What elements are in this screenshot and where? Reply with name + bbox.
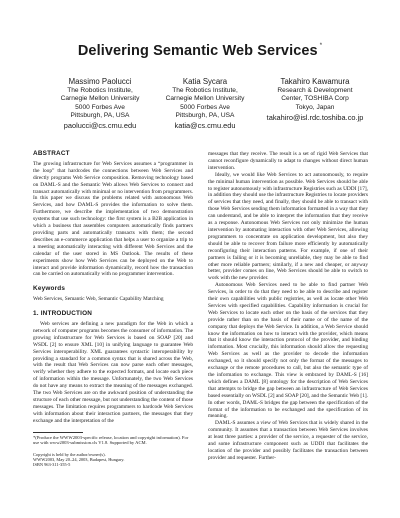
body-paragraph: Autonomous Web Services need to be able to find partner Web Services, in order to do that they need to be able to describe and register their own capabilities with public registries, as well as locate other Web Services with specified capabilities. Capability information is crucial for Web Services to locate each other on the basis of the services that they provide rather than on the basis of their name or of the name of the company that deploys the Web Service. In addition, a Web Service should know the information on how to interact with the provider, which means that it should know the interaction protocol of the provider, and binding information. Most crucially, this information should allow the requesting Web Services as well as the provider to decode the information exchanged, so it should specify not only the format of the messages to exchange or the remote procedures to call, but also the semantic type of the information to exchange. This view is embraced by DAML-S [16] which defines a DAML [8] ontology for the description of Web Services that attempts to bridge the gap between an infrastructure of Web Services based essentially on WSDL [2] and SOAP [20], and the Semantic Web [1]. In other words, DAML-S bridges the gap between the specification of the format of the information to be exchanged and the specification of its meaning. [208, 282, 368, 420]
author-email: paolucci@cs.cmu.edu [63, 121, 137, 131]
author-affiliation-line: 5000 Forbes Ave [180, 103, 230, 111]
body-paragraph: DAML-S assumes a view of Web Services that is widely shared in the community. It assumes that a transaction between Web Services involves at least three parties: a provider of the service, a requester of the service, and some infrastructure component such as UDDI that facilitates the location of the provider and possibly facilitates the transaction between provider and requester. Further- [208, 420, 368, 461]
author-affiliation-line: Research & Development [277, 87, 353, 94]
abstract-heading: ABSTRACT [33, 150, 70, 157]
introduction-heading: 1. INTRODUCTION [33, 310, 93, 318]
keywords-text: Web Services, Semantic Web, Semantic Capability Matching [33, 296, 164, 303]
author-affiliation-line: The Robotics Institute, [172, 87, 238, 94]
author-email: katia@cs.cmu.edu [174, 121, 236, 131]
author-affiliation-line: Pittsburgh, PA, USA [70, 111, 130, 119]
right-column [208, 151, 368, 462]
author-name: Takahiro Kawamura [280, 77, 350, 86]
body-paragraph: Ideally, we would like Web Services to act autonomously, to require the minimal human intervention as possible. Web Services should be able to register autonomously with infrastructure Registries such as UDDI [17], in addition they should use the infrastructure Registries to locate providers of services that they need, and finally, they should be able to transact with those Web Services sending them information formatted in a way that they can understand, and be able to interpret the information that they receive as a response. Autonomous Web Services not only minimize the human intervention by automating interaction with other Web Services, allowing programmers to concentrate on application development, but also they should be able to recover from failure more efficiently by automatically reconfiguring their interaction patterns. For example, if one of their partners is failing or it is becoming unreliable, they may be able to find other more reliable partners; similarly, if a new and cheaper, or anyway better, provider comes on line, Web Services should be able to switch to work with the new provider. [208, 171, 368, 282]
author-name: Katia Sycara [182, 77, 228, 86]
author-affiliation-line: Pittsburgh, PA, USA [175, 111, 235, 119]
left-column [33, 151, 193, 468]
title-footnote-mark: * [319, 43, 323, 49]
title-text: Delivering Semantic Web Services [77, 43, 318, 59]
author-affiliation-line: Center, TOSHIBA Corp [281, 95, 349, 103]
author-affiliation-line: Carnegie Mellon University [165, 95, 245, 103]
author-affiliation-line: 5000 Forbes Ave [75, 103, 125, 111]
footnote-text: *(Produce the WWW2003-specific release, location and copyright information). For use with www2003-submission.cls V1.8. Supported by ACM. [33, 434, 189, 446]
copyright-notice: Copyright is held by the author/owner(s). WWW2003, May 20–24, 2003, Budapest, Hungary. ISBN 963-311-355-5 [33, 452, 125, 468]
author-block-1 [38, 77, 162, 131]
author-affiliation-line: The Robotics Institute, [67, 87, 133, 94]
keywords-heading: Keywords [33, 285, 66, 293]
author-name: Massimo Paolucci [68, 77, 132, 86]
author-email: takahiro@isl.rdc.toshiba.co.jp [266, 112, 364, 122]
author-block-2 [145, 77, 265, 131]
body-paragraph: messages that they receive. The result is a set of rigid Web Services that cannot reconfigure dynamically to adapt to changes without direct human intervention. [208, 151, 368, 171]
footnote-rule [33, 432, 83, 433]
author-affiliation-line: Tokyo, Japan [295, 103, 335, 111]
paper-title [0, 43, 400, 59]
introduction-paragraph: Web services are defining a new paradigm for the Web in which a network of computer programs becomes the consumer of information. The growing infrastructure for Web Services is based on SOAP [20] and WSDL [2] to ensure XML [10] in unifying language to guarantee Web Services interoperability. XML guarantees syntactic interoperability by providing a standard for a common syntax that is shared across the Web, with the result that Web Services can now parse each other messages, verify whether they adhere to the expected formats, and locate each piece of information within the message. Unfortunately, the two Web Services do not have any means to extract the meaning of the messages exchanged. The two Web Services are on the awkward position of understanding the structure of each other message, but not understanding the content of those messages. The limitation requires programmers to hardcode Web Services with information about their interaction partners, the messages that they exchange and the interpretation of the [33, 321, 193, 424]
abstract-text: The growing infrastructure for Web Services assumes a “programmer in the loop” that hardcodes the connections between Web Services and directly programs Web Service composition. Removing technology based on DAML-S and the Semantic Web allows Web Services to connect and transact automatically with minimal or no intervention from programmers. In this paper we discuss the problems related with autonomous Web Services, and how DAML-S provides the information to solve them. Furthermore, we describe the implementation of two demonstration systems that use such technology: the first system is a B2B application in which a business that assembles computers automatically finds partners providing parts and automatically transacts with them; the second describes an e-commerce application that helps a user to organize a trip to a meeting automatically interacting with different Web Services and the calendar of the user stored in MS Outlook. The results of these experiments show how Web Services can be deployed on the Web to interact and provide information dynamically, record how the transaction can be carried on automatically with no programmer intervention. [33, 160, 193, 278]
author-affiliation-line: Carnegie Mellon University [60, 95, 140, 103]
author-block-3 [255, 77, 375, 123]
